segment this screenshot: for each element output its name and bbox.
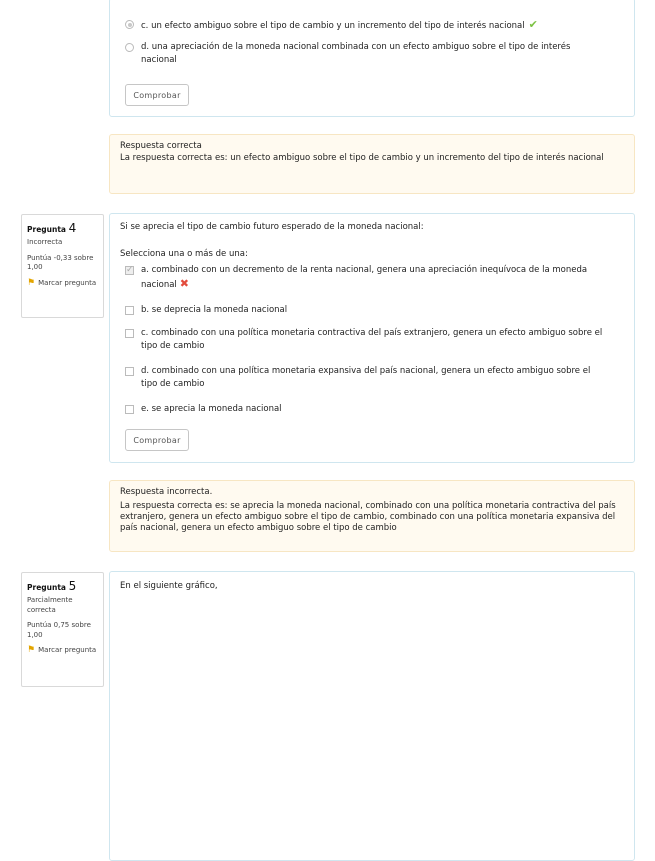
q4-question-text: Si se aprecia el tipo de cambio futuro esperado de la moneda nacional: — [120, 222, 424, 232]
q4-feedback-box — [109, 480, 635, 552]
q4-number-value: 4 — [68, 221, 77, 235]
q4-option-d-checkbox[interactable] — [125, 367, 134, 376]
q3-option-c-radio[interactable] — [125, 20, 134, 29]
q5-grade: Puntúa 0,75 sobre 1,00 — [27, 621, 91, 639]
cross-mark-icon: ✖ — [179, 277, 190, 290]
q3-option-c[interactable] — [125, 18, 605, 33]
q4-feedback-answer: La respuesta correcta es: se aprecia la moneda nacional, combinado con una política monetaria contractiva del país extranjero, genera un efecto ambiguo sobre el tipo de cambio, combinado con una política monetaria expansiva del país nacional, genera un efecto ambiguo sobre el tipo de cambio — [120, 501, 616, 533]
q5-flag-toggle[interactable] — [27, 646, 98, 655]
q4-option-a-label: a. combinado con un decremento de la renta nacional, genera una apreciación inequívoca de la moneda nacional — [141, 265, 588, 290]
q4-option-e[interactable] — [125, 403, 605, 416]
q4-option-b-checkbox[interactable] — [125, 306, 134, 315]
q3-option-d-radio[interactable] — [125, 43, 134, 52]
q5-content-box — [109, 571, 635, 861]
q5-number — [27, 578, 98, 594]
q4-flag-toggle[interactable] — [27, 279, 98, 288]
q5-info-panel — [21, 572, 104, 687]
q3-option-d-label: d. una apreciación de la moneda nacional combinada con un efecto ambiguo sobre el tipo de interés nacional — [141, 42, 571, 65]
q4-flag-label[interactable]: Marcar pregunta — [38, 278, 97, 287]
q4-label: Pregunta — [27, 225, 66, 234]
q3-feedback-answer: La respuesta correcta es: un efecto ambiguo sobre el tipo de cambio y un incremento del tipo de interés nacional — [120, 153, 604, 163]
q3-feedback-status: Respuesta correcta — [120, 141, 202, 151]
q4-option-d[interactable] — [125, 365, 605, 391]
q4-option-a-checkbox[interactable] — [125, 266, 134, 275]
q4-check-button[interactable]: Comprobar — [125, 429, 189, 451]
q4-info-panel — [21, 214, 104, 318]
q4-option-c[interactable] — [125, 327, 605, 353]
flag-icon[interactable]: ⚑ — [27, 644, 36, 655]
q4-option-c-checkbox[interactable] — [125, 329, 134, 338]
q4-option-b[interactable] — [125, 304, 605, 317]
q4-number — [27, 220, 98, 236]
q5-question-text: En el siguiente gráfico, — [120, 581, 218, 591]
q4-state: Incorrecta — [27, 238, 63, 247]
q4-feedback-status: Respuesta incorrecta. — [120, 487, 213, 497]
q3-option-d[interactable] — [125, 41, 605, 67]
q5-state: Parcialmente correcta — [27, 596, 73, 614]
q5-number-value: 5 — [68, 579, 77, 593]
q4-option-e-checkbox[interactable] — [125, 405, 134, 414]
q4-option-c-label: c. combinado con una política monetaria contractiva del país extranjero, genera un efecto ambiguo sobre el tipo de cambio — [141, 328, 603, 351]
q4-prompt: Selecciona una o más de una: — [120, 249, 248, 259]
q3-option-c-label: c. un efecto ambiguo sobre el tipo de cambio y un incremento del tipo de interés nacional — [141, 21, 525, 31]
q4-option-e-label: e. se aprecia la moneda nacional — [141, 404, 282, 414]
q4-grade: Puntúa -0,33 sobre 1,00 — [27, 253, 94, 272]
flag-icon[interactable]: ⚑ — [27, 277, 36, 288]
check-mark-icon: ✔ — [528, 18, 538, 31]
q3-check-button[interactable]: Comprobar — [125, 84, 189, 106]
q4-option-b-label: b. se deprecia la moneda nacional — [141, 305, 288, 315]
q5-label: Pregunta — [27, 583, 66, 592]
q4-option-d-label: d. combinado con una política monetaria expansiva del país nacional, genera un efecto ambiguo sobre el tipo de cambio — [141, 366, 591, 389]
q4-option-a[interactable] — [125, 264, 605, 292]
q5-flag-label[interactable]: Marcar pregunta — [38, 645, 97, 654]
q3-feedback-box — [109, 134, 635, 194]
